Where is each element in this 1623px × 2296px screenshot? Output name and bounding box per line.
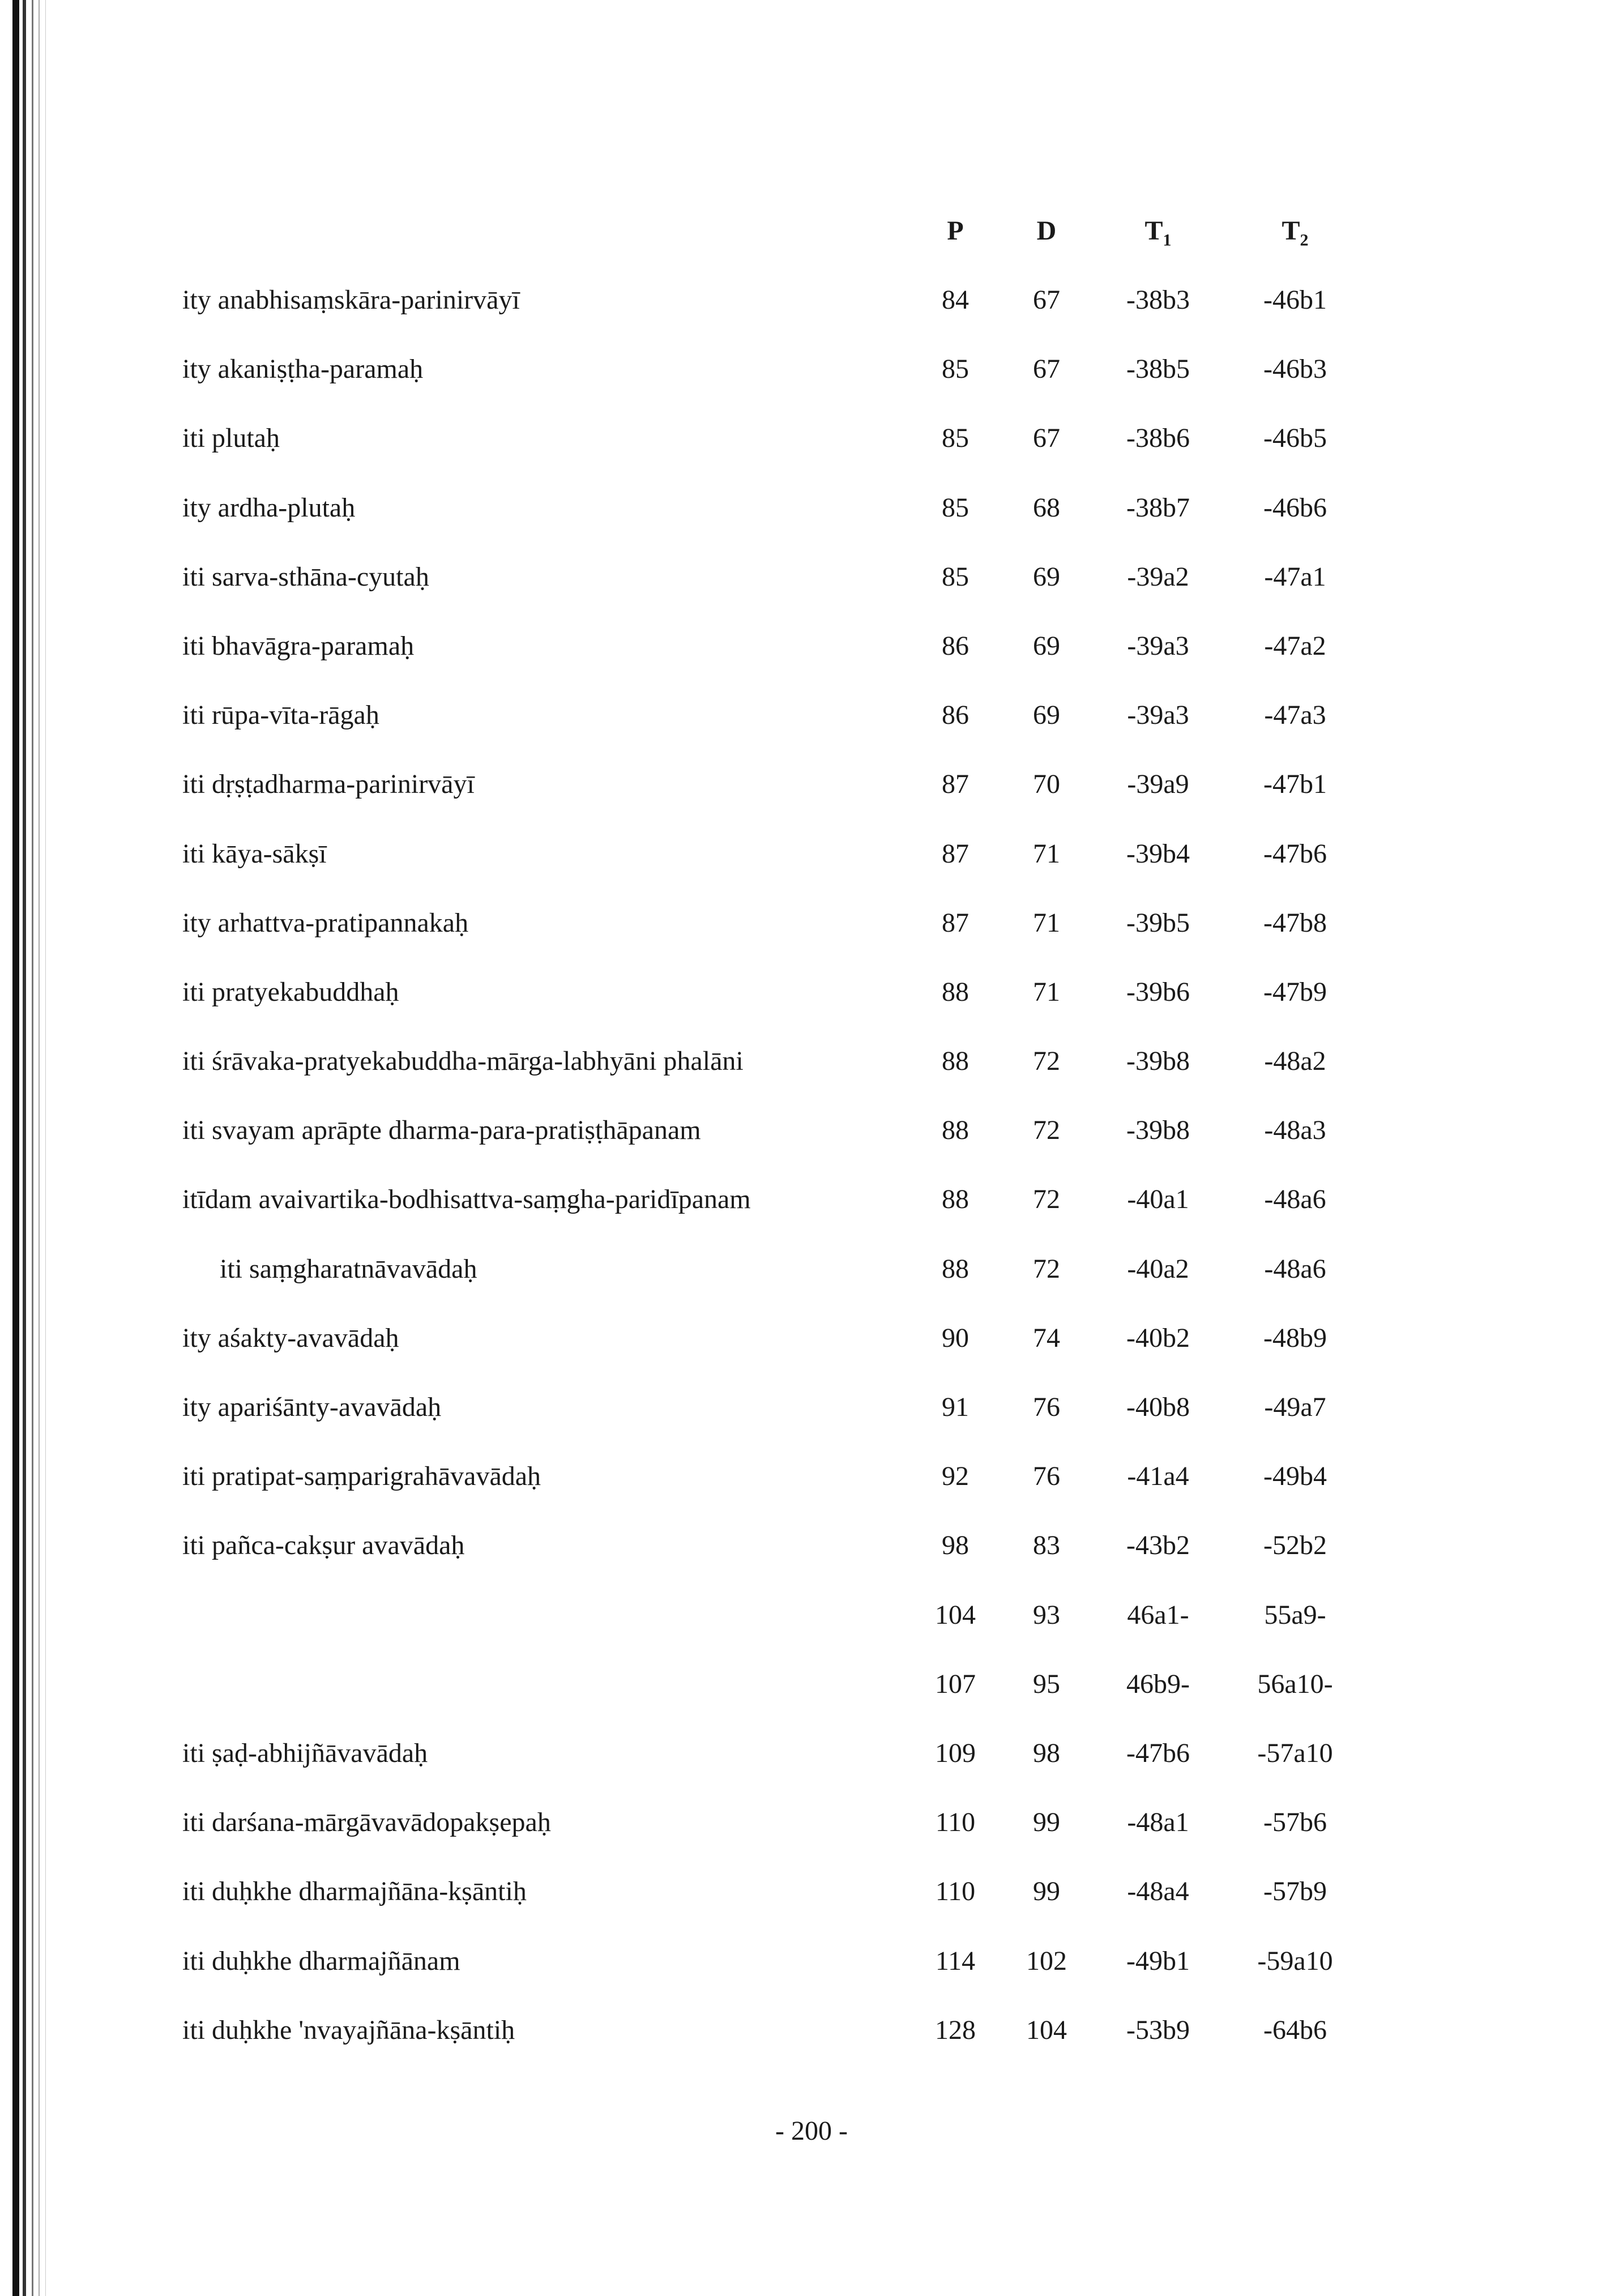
t1-cell: -48a4: [1127, 1876, 1189, 1907]
table-row: [0, 352, 1623, 421]
p-cell: 109: [935, 1738, 976, 1768]
t2-cell: -48a3: [1264, 1115, 1326, 1146]
p-cell: 128: [935, 2015, 976, 2045]
t2-cell: -46b3: [1263, 354, 1327, 385]
d-cell: 72: [1033, 1253, 1060, 1284]
p-cell: 90: [942, 1322, 969, 1353]
t1-cell: -38b6: [1126, 423, 1190, 454]
t1-cell: -47b6: [1126, 1738, 1190, 1768]
term-cell: ity arhattva-pratipannakaḥ: [182, 907, 469, 938]
p-cell: 88: [942, 1115, 969, 1146]
d-cell: 93: [1033, 1599, 1060, 1630]
table-row: [0, 1459, 1623, 1529]
t2-cell: -46b6: [1263, 492, 1327, 523]
table-row: [0, 837, 1623, 906]
d-cell: 104: [1026, 2015, 1067, 2045]
t2-cell: -46b1: [1263, 285, 1327, 315]
p-cell: 85: [942, 354, 969, 385]
table-row: [0, 421, 1623, 490]
t2-cell: -48a6: [1264, 1253, 1326, 1284]
table-row: [0, 560, 1623, 629]
term-cell: iti pañca-cakṣur avavādaḥ: [182, 1530, 465, 1561]
column-header-t1: $T_1$: [1144, 216, 1172, 250]
t2-cell: -59a10: [1257, 1945, 1333, 1976]
p-cell: 84: [942, 285, 969, 315]
t1-cell: -49b1: [1126, 1945, 1190, 1976]
term-cell: iti duḥkhe dharmajñāna-kṣāntiḥ: [182, 1876, 527, 1907]
p-cell: 86: [942, 700, 969, 731]
term-cell: iti svayam aprāpte dharma-para-pratiṣṭhāpanam: [182, 1115, 701, 1146]
t1-cell: -39b8: [1126, 1115, 1190, 1146]
t1-cell: -39a3: [1127, 630, 1189, 661]
t2-cell: -49b4: [1263, 1461, 1327, 1492]
t2-cell: -47b8: [1263, 907, 1327, 938]
term-cell: ity akaniṣṭha-paramaḥ: [182, 354, 424, 385]
table-row: [0, 767, 1623, 837]
term-cell: iti duḥkhe dharmajñānam: [182, 1945, 460, 1976]
d-cell: 71: [1033, 838, 1060, 869]
term-cell: ity anabhisaṃskāra-parinirvāyī: [182, 285, 520, 315]
t2-cell: -47b9: [1263, 976, 1327, 1007]
table-row: [0, 1321, 1623, 1390]
p-cell: 107: [935, 1668, 976, 1699]
t2-cell: -52b2: [1263, 1530, 1327, 1561]
d-cell: 71: [1033, 907, 1060, 938]
t2-cell: -47a3: [1264, 700, 1326, 731]
t1-cell: -39b6: [1126, 976, 1190, 1007]
t1-cell: -39b5: [1126, 907, 1190, 938]
t2-cell: -48b9: [1263, 1322, 1327, 1353]
d-cell: 67: [1033, 423, 1060, 454]
table-row: [0, 1875, 1623, 1944]
p-cell: 87: [942, 769, 969, 800]
term-cell: iti duḥkhe 'nvayajñāna-kṣāntiḥ: [182, 2015, 515, 2045]
d-cell: 67: [1033, 354, 1060, 385]
term-cell: itīdam avaivartika-bodhisattva-saṃgha-paridīpanam: [182, 1184, 751, 1215]
t1-cell: -48a1: [1127, 1807, 1189, 1838]
table-row: [0, 1044, 1623, 1113]
p-cell: 92: [942, 1461, 969, 1492]
table-row: [0, 1390, 1623, 1459]
term-cell: iti dṛṣṭadharma-parinirvāyī: [182, 769, 475, 800]
table-row: [0, 1736, 1623, 1806]
t1-cell: 46b9-: [1126, 1668, 1190, 1699]
term-cell: iti sarva-sthāna-cyutaḥ: [182, 561, 429, 592]
t1-cell: -40b2: [1126, 1322, 1190, 1353]
t1-cell: -53b9: [1126, 2015, 1190, 2045]
term-cell: iti ṣaḍ-abhijñāvavādaḥ: [182, 1738, 428, 1768]
term-cell: iti śrāvaka-pratyekabuddha-mārga-labhyāni phalāni: [182, 1046, 744, 1077]
t1-cell: -38b3: [1126, 285, 1190, 315]
d-cell: 83: [1033, 1530, 1060, 1561]
term-cell: ity apariśānty-avavādaḥ: [182, 1392, 442, 1422]
d-cell: 70: [1033, 769, 1060, 800]
table-row: [0, 2013, 1623, 2082]
p-cell: 87: [942, 907, 969, 938]
t2-cell: -57b9: [1263, 1876, 1327, 1907]
table-row: [0, 1183, 1623, 1252]
t2-cell: -48a6: [1264, 1184, 1326, 1215]
d-cell: 69: [1033, 561, 1060, 592]
t1-cell: -38b5: [1126, 354, 1190, 385]
t1-cell: -40a2: [1127, 1253, 1189, 1284]
t1-cell: -39a3: [1127, 700, 1189, 731]
p-cell: 114: [935, 1945, 976, 1976]
table-row: [0, 1806, 1623, 1875]
p-cell: 98: [942, 1530, 969, 1561]
term-cell: iti darśana-mārgāvavādopakṣepaḥ: [182, 1807, 551, 1838]
d-cell: 76: [1033, 1461, 1060, 1492]
p-cell: 88: [942, 976, 969, 1007]
table-row: [0, 1598, 1623, 1667]
table-row: [0, 1252, 1623, 1321]
p-cell: 110: [935, 1876, 976, 1907]
term-cell: ity aśakty-avavādaḥ: [182, 1322, 399, 1353]
d-cell: 72: [1033, 1184, 1060, 1215]
d-cell: 99: [1033, 1807, 1060, 1838]
table-row: [0, 1113, 1623, 1183]
t1-cell: -40a1: [1127, 1184, 1189, 1215]
d-cell: 74: [1033, 1322, 1060, 1353]
t1-cell: -41a4: [1127, 1461, 1189, 1492]
p-cell: 86: [942, 630, 969, 661]
t2-cell: -47b6: [1263, 838, 1327, 869]
d-cell: 98: [1033, 1738, 1060, 1768]
t1-cell: -39a9: [1127, 769, 1189, 800]
t2-cell: -48a2: [1264, 1046, 1326, 1077]
p-cell: 85: [942, 492, 969, 523]
page-number: - 200 -: [775, 2116, 848, 2146]
table-row: [0, 283, 1623, 352]
term-cell: iti bhavāgra-paramaḥ: [182, 630, 415, 661]
t1-cell: -43b2: [1126, 1530, 1190, 1561]
p-cell: 85: [942, 561, 969, 592]
t1-cell: 46a1-: [1127, 1599, 1189, 1630]
table-row: [0, 491, 1623, 560]
p-cell: 91: [942, 1392, 969, 1422]
p-cell: 88: [942, 1253, 969, 1284]
term-cell: iti pratipat-saṃparigrahāvavādaḥ: [182, 1461, 541, 1492]
column-header-d: D: [1036, 216, 1057, 246]
term-cell: iti kāya-sākṣī: [182, 838, 327, 869]
d-cell: 72: [1033, 1115, 1060, 1146]
term-cell: ity ardha-plutaḥ: [182, 492, 356, 523]
concordance-table: [0, 283, 1623, 2082]
table-row: [0, 1529, 1623, 1598]
t1-cell: -39b8: [1126, 1046, 1190, 1077]
d-cell: 102: [1026, 1945, 1067, 1976]
column-header-p: P: [947, 216, 964, 246]
t2-cell: -57b6: [1263, 1807, 1327, 1838]
t1-cell: -39a2: [1127, 561, 1189, 592]
d-cell: 68: [1033, 492, 1060, 523]
table-row: [0, 1944, 1623, 2013]
p-cell: 88: [942, 1046, 969, 1077]
t1-cell: -38b7: [1126, 492, 1190, 523]
t2-cell: 56a10-: [1257, 1668, 1333, 1699]
d-cell: 99: [1033, 1876, 1060, 1907]
t2-cell: -64b6: [1263, 2015, 1327, 2045]
t2-cell: -47a1: [1264, 561, 1326, 592]
d-cell: 76: [1033, 1392, 1060, 1422]
t2-cell: -49a7: [1264, 1392, 1326, 1422]
p-cell: 104: [935, 1599, 976, 1630]
p-cell: 87: [942, 838, 969, 869]
d-cell: 71: [1033, 976, 1060, 1007]
p-cell: 110: [935, 1807, 976, 1838]
d-cell: 72: [1033, 1046, 1060, 1077]
p-cell: 85: [942, 423, 969, 454]
term-cell: iti plutaḥ: [182, 423, 280, 454]
table-header: [0, 215, 1623, 249]
d-cell: 95: [1033, 1668, 1060, 1699]
t2-cell: -47b1: [1263, 769, 1327, 800]
term-cell: iti saṃgharatnāvavādaḥ: [220, 1253, 477, 1284]
term-cell: iti rūpa-vīta-rāgaḥ: [182, 700, 379, 731]
t2-cell: -57a10: [1257, 1738, 1333, 1768]
table-row: [0, 975, 1623, 1044]
table-row: [0, 906, 1623, 975]
table-row: [0, 629, 1623, 698]
term-cell: iti pratyekabuddhaḥ: [182, 976, 399, 1007]
p-cell: 88: [942, 1184, 969, 1215]
d-cell: 69: [1033, 630, 1060, 661]
table-row: [0, 1667, 1623, 1736]
table-row: [0, 698, 1623, 767]
d-cell: 67: [1033, 285, 1060, 315]
t2-cell: -47a2: [1264, 630, 1326, 661]
t1-cell: -39b4: [1126, 838, 1190, 869]
column-header-t2: $T_2$: [1282, 216, 1309, 250]
t2-cell: 55a9-: [1264, 1599, 1326, 1630]
d-cell: 69: [1033, 700, 1060, 731]
t1-cell: -40b8: [1126, 1392, 1190, 1422]
t2-cell: -46b5: [1263, 423, 1327, 454]
